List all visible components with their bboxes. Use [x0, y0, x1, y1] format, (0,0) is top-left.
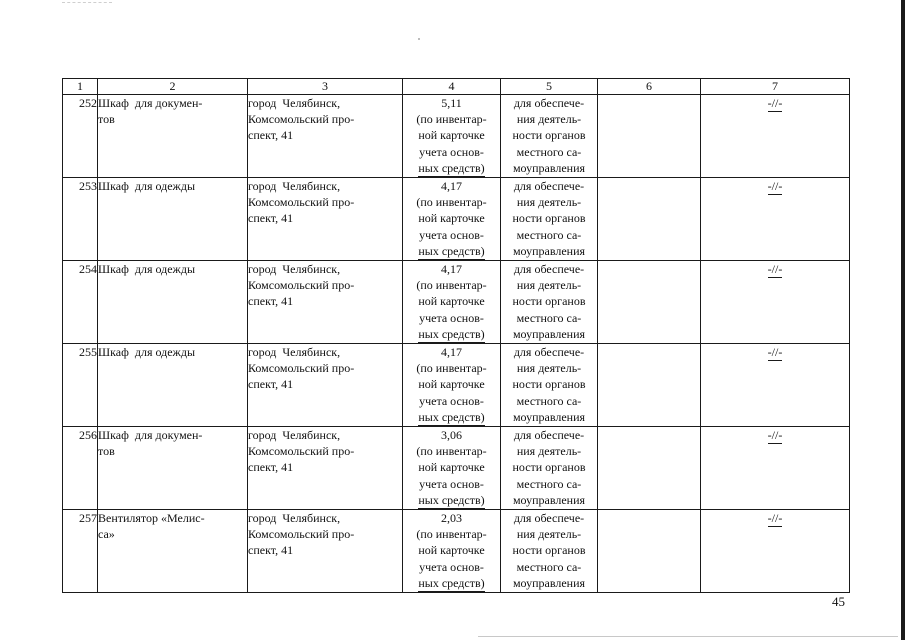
item-purpose-line: местного са-: [516, 310, 582, 325]
item-number: 255: [63, 344, 98, 427]
item-address: [248, 427, 403, 510]
ditto-mark-text: -//-: [768, 179, 783, 195]
item-address-line: спект, 41: [248, 460, 294, 475]
item-name-line: Шкаф для одежды: [98, 262, 196, 277]
item-address-line: город Челябинск,: [248, 96, 341, 110]
item-address: [248, 510, 403, 593]
table-header-row: [63, 79, 850, 95]
item-cost-line: ной карточке: [418, 294, 485, 309]
table-row: [63, 95, 850, 178]
item-name-line: Шкаф для докумен-: [98, 96, 203, 110]
item-purpose-line: моуправления: [512, 409, 586, 424]
ditto-mark-text: -//-: [768, 511, 783, 527]
item-column-6: [598, 510, 701, 593]
item-name: [98, 178, 248, 261]
item-purpose: [501, 178, 598, 261]
item-address-line: Комсомольский про-: [248, 278, 355, 293]
item-cost-line: 5,11: [441, 96, 462, 110]
item-ditto-mark: [701, 344, 850, 427]
table-row: [63, 427, 850, 510]
item-ditto-mark: [701, 510, 850, 593]
item-name-line: са»: [98, 527, 115, 542]
table-row: [63, 261, 850, 344]
item-cost: [403, 510, 501, 593]
item-address-line: спект, 41: [248, 211, 294, 226]
item-purpose-line: ности органов: [512, 211, 586, 226]
item-address: [248, 95, 403, 178]
item-cost-line: ной карточке: [418, 128, 485, 143]
item-purpose-line: местного са-: [516, 559, 582, 574]
item-cost-line: учета основ-: [419, 310, 484, 325]
column-header-2: 2: [98, 79, 248, 95]
item-address-line: город Челябинск,: [248, 262, 341, 277]
item-name-line: Шкаф для одежды: [98, 345, 196, 360]
item-number: 257: [63, 510, 98, 593]
scan-top-mark: [62, 2, 112, 4]
item-purpose-line: ности органов: [512, 377, 586, 392]
item-cost-line: учета основ-: [419, 393, 484, 408]
column-header-5: 5: [501, 79, 598, 95]
item-purpose: [501, 510, 598, 593]
item-address-line: Комсомольский про-: [248, 195, 355, 210]
column-header-6: 6: [598, 79, 701, 95]
item-purpose-line: для обеспече-: [513, 262, 585, 277]
item-cost-line: учета основ-: [419, 227, 484, 242]
item-cost-line: (по инвентар-: [416, 278, 487, 293]
item-name-line: тов: [98, 112, 115, 127]
item-cost-line: ных средств): [418, 327, 484, 343]
item-purpose-line: моуправления: [512, 575, 586, 590]
item-cost-line: учета основ-: [419, 476, 484, 491]
item-address-line: город Челябинск,: [248, 345, 341, 360]
item-purpose: [501, 344, 598, 427]
item-cost: [403, 344, 501, 427]
item-cost-line: (по инвентар-: [416, 527, 487, 542]
item-name: [98, 344, 248, 427]
item-purpose-line: моуправления: [512, 492, 586, 507]
item-ditto-mark: [701, 261, 850, 344]
item-purpose-line: ности органов: [512, 128, 586, 143]
item-column-6: [598, 344, 701, 427]
item-cost: [403, 261, 501, 344]
ditto-mark-text: -//-: [768, 345, 783, 361]
item-number: 252: [63, 95, 98, 178]
item-purpose-line: местного са-: [516, 144, 582, 159]
item-purpose-line: местного са-: [516, 393, 582, 408]
item-cost-line: ной карточке: [418, 543, 485, 558]
item-cost-line: (по инвентар-: [416, 112, 487, 127]
item-cost: [403, 427, 501, 510]
item-cost-line: (по инвентар-: [416, 444, 487, 459]
table-row: [63, 510, 850, 593]
item-address-line: Комсомольский про-: [248, 361, 355, 376]
item-address-line: Комсомольский про-: [248, 527, 355, 542]
item-purpose-line: ния деятель-: [516, 444, 582, 459]
item-cost-line: ных средств): [418, 493, 484, 509]
item-purpose-line: ния деятель-: [516, 278, 582, 293]
item-address-line: город Челябинск,: [248, 428, 341, 443]
page-number: 45: [832, 594, 845, 609]
table-body: [63, 95, 850, 593]
item-name: [98, 510, 248, 593]
item-purpose-line: для обеспече-: [513, 96, 585, 110]
item-purpose-line: местного са-: [516, 476, 582, 491]
item-column-6: [598, 95, 701, 178]
column-header-1: 1: [63, 79, 98, 95]
column-header-3: 3: [248, 79, 403, 95]
item-purpose-line: ния деятель-: [516, 195, 582, 210]
item-name: [98, 95, 248, 178]
item-address-line: город Челябинск,: [248, 511, 341, 526]
item-number: 253: [63, 178, 98, 261]
item-purpose: [501, 95, 598, 178]
item-cost-line: ной карточке: [418, 460, 485, 475]
item-name-line: Шкаф для докумен-: [98, 428, 203, 443]
item-ditto-mark: [701, 178, 850, 261]
item-cost-line: 4,17: [441, 345, 462, 360]
item-address-line: спект, 41: [248, 543, 294, 558]
property-table: [62, 78, 850, 593]
item-cost: [403, 178, 501, 261]
ditto-mark-text: -//-: [768, 96, 783, 112]
item-purpose-line: для обеспече-: [513, 345, 585, 360]
item-address-line: Комсомольский про-: [248, 112, 355, 127]
item-purpose: [501, 261, 598, 344]
item-purpose-line: для обеспече-: [513, 179, 585, 194]
item-cost-line: ных средств): [418, 410, 484, 426]
item-column-6: [598, 178, 701, 261]
item-ditto-mark: [701, 95, 850, 178]
item-cost-line: ной карточке: [418, 211, 485, 226]
item-cost-line: (по инвентар-: [416, 195, 487, 210]
item-name-line: тов: [98, 444, 115, 459]
item-purpose-line: ния деятель-: [516, 112, 582, 127]
item-purpose-line: моуправления: [512, 326, 586, 341]
item-cost-line: ных средств): [418, 244, 484, 260]
item-name: [98, 427, 248, 510]
item-number: 254: [63, 261, 98, 344]
item-address: [248, 344, 403, 427]
scan-bottom-rule: [478, 636, 898, 638]
item-column-6: [598, 427, 701, 510]
item-address-line: спект, 41: [248, 128, 294, 143]
item-purpose: [501, 427, 598, 510]
ditto-mark-text: -//-: [768, 428, 783, 444]
item-cost-line: (по инвентар-: [416, 361, 487, 376]
item-address: [248, 261, 403, 344]
item-address-line: Комсомольский про-: [248, 444, 355, 459]
item-name-line: Шкаф для одежды: [98, 179, 196, 194]
item-purpose-line: ния деятель-: [516, 361, 582, 376]
item-cost-line: 3,06: [441, 428, 462, 443]
item-cost-line: учета основ-: [419, 144, 484, 159]
item-purpose-line: для обеспече-: [513, 428, 585, 443]
item-column-6: [598, 261, 701, 344]
item-purpose-line: ности органов: [512, 460, 586, 475]
scan-dust-mark: [418, 38, 420, 40]
item-ditto-mark: [701, 427, 850, 510]
item-address-line: спект, 41: [248, 294, 294, 309]
item-name-line: Вентилятор «Мелис-: [98, 511, 205, 526]
item-cost-line: 4,17: [441, 262, 462, 277]
item-cost-line: ных средств): [418, 161, 484, 177]
item-address-line: город Челябинск,: [248, 179, 341, 194]
table-row: [63, 178, 850, 261]
item-cost-line: 2,03: [441, 511, 462, 526]
item-purpose-line: моуправления: [512, 160, 586, 175]
table-row: [63, 344, 850, 427]
ditto-mark-text: -//-: [768, 262, 783, 278]
item-cost: [403, 95, 501, 178]
item-cost-line: ной карточке: [418, 377, 485, 392]
item-purpose-line: для обеспече-: [513, 511, 585, 526]
column-header-4: 4: [403, 79, 501, 95]
item-purpose-line: ности органов: [512, 543, 586, 558]
column-header-7: 7: [701, 79, 850, 95]
item-purpose-line: ния деятель-: [516, 527, 582, 542]
item-purpose-line: местного са-: [516, 227, 582, 242]
item-cost-line: ных средств): [418, 576, 484, 592]
item-number: 256: [63, 427, 98, 510]
item-address: [248, 178, 403, 261]
item-cost-line: 4,17: [441, 179, 462, 194]
item-cost-line: учета основ-: [419, 559, 484, 574]
scan-page-edge: [901, 0, 905, 640]
item-address-line: спект, 41: [248, 377, 294, 392]
item-purpose-line: ности органов: [512, 294, 586, 309]
item-purpose-line: моуправления: [512, 243, 586, 258]
item-name: [98, 261, 248, 344]
